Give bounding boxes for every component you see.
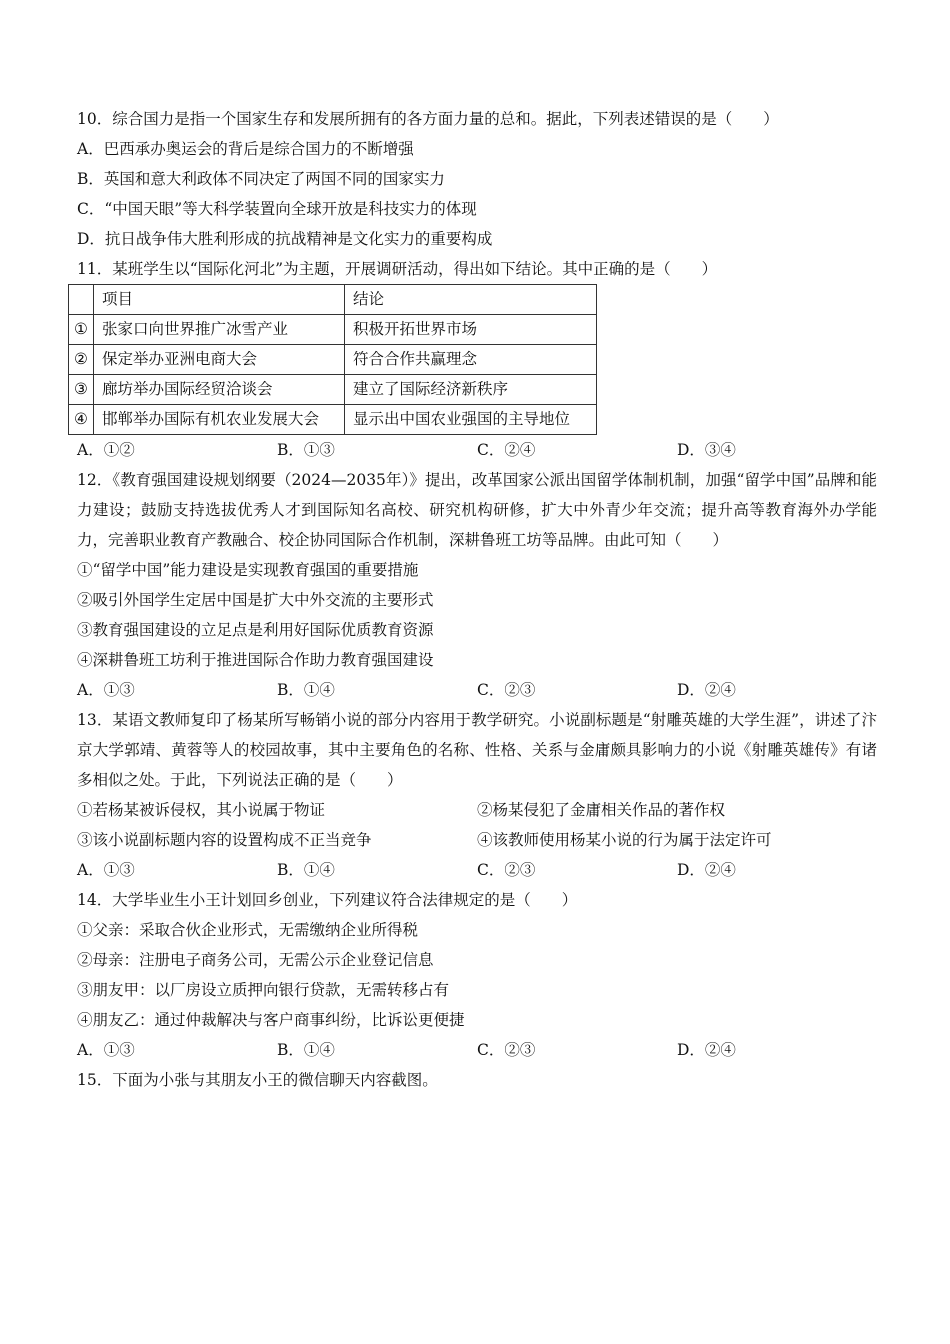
choice-c: C．②③ xyxy=(477,861,536,879)
table-row xyxy=(69,345,597,375)
statement-2: ②杨某侵犯了金庸相关作品的著作权 xyxy=(477,801,726,819)
table-cell: ③ xyxy=(69,375,94,405)
table-header-cell: 项目 xyxy=(94,285,345,315)
statement-2: ②吸引外国学生定居中国是扩大中外交流的主要形式 xyxy=(77,591,434,609)
table-cell: 符合合作共赢理念 xyxy=(345,345,597,375)
statement-row xyxy=(77,795,877,825)
table-cell: 显示出中国农业强国的主导地位 xyxy=(345,405,597,435)
choice-d: D．②④ xyxy=(677,861,736,879)
question-14 xyxy=(77,885,877,1065)
answer-choices xyxy=(77,855,877,885)
statement-1: ①“留学中国”能力建设是实现教育强国的重要措施 xyxy=(77,561,419,579)
statement-1: ①父亲：采取合伙企业形式，无需缴纳企业所得税 xyxy=(77,921,419,939)
statement-4: ④朋友乙：通过仲裁解决与客户商事纠纷，比诉讼更便捷 xyxy=(77,1011,465,1029)
question-stem: 13．某语文教师复印了杨某所写畅销小说的部分内容用于教学研究。小说副标题是“射雕英雄的大学生涯”，讲述了汴京大学郭靖、黄蓉等人的校园故事，其中主要角色的名称、性格、关系与金庸颇具影响力的小说《射雕英雄传》有诸多相似之处。于此，下列说法正确的是（ ） xyxy=(77,711,877,789)
table-header-cell xyxy=(69,285,94,315)
option-d: D．抗日战争伟大胜利形成的抗战精神是文化实力的重要构成 xyxy=(77,230,493,248)
statement-row xyxy=(77,825,877,855)
choice-d: D．②④ xyxy=(677,1041,736,1059)
choice-a: A．①③ xyxy=(77,681,135,699)
table-cell: ② xyxy=(69,345,94,375)
statement-4: ④该教师使用杨某小说的行为属于法定许可 xyxy=(477,831,772,849)
table-row xyxy=(69,375,597,405)
choice-a: A．①③ xyxy=(77,861,135,879)
question-11 xyxy=(74,254,877,465)
choice-c: C．②③ xyxy=(477,681,536,699)
option-b: B．英国和意大利政体不同决定了两国不同的国家实力 xyxy=(77,170,445,188)
exam-page xyxy=(74,104,877,1095)
choice-c: C．②④ xyxy=(477,441,536,459)
survey-table xyxy=(68,284,597,435)
choice-b: B．①④ xyxy=(277,861,335,879)
question-stem: 11．某班学生以“国际化河北”为主题，开展调研活动，得出如下结论。其中正确的是（ ） xyxy=(77,260,718,278)
statement-3: ③该小说副标题内容的设置构成不正当竞争 xyxy=(77,831,372,849)
choice-b: B．①③ xyxy=(277,441,335,459)
statement-1: ①若杨某被诉侵权，其小说属于物证 xyxy=(77,801,326,819)
question-stem: 10．综合国力是指一个国家生存和发展所拥有的各方面力量的总和。据此，下列表述错误的是（ ） xyxy=(77,110,779,128)
table-cell: ① xyxy=(69,315,94,345)
question-stem: 12．《教育强国建设规划纲要（2024—2035年）》提出，改革国家公派出国留学体制机制，加强“留学中国”品牌和能力建设；鼓励支持选拔优秀人才到国际知名高校、研究机构研修，扩大中外青少年交流；提升高等教育海外办学能力，完善职业教育产教融合、校企协同国际合作机制，深耕鲁班工坊等品牌。由此可知（ ） xyxy=(77,471,877,549)
question-stem: 14．大学毕业生小王计划回乡创业，下列建议符合法律规定的是（ ） xyxy=(77,891,578,909)
question-10 xyxy=(77,104,877,254)
statement-3: ③朋友甲：以厂房设立质押向银行贷款，无需转移占有 xyxy=(77,981,450,999)
table-cell: 邯郸举办国际有机农业发展大会 xyxy=(94,405,345,435)
choice-b: B．①④ xyxy=(277,681,335,699)
choice-b: B．①④ xyxy=(277,1041,335,1059)
choice-d: D．②④ xyxy=(677,681,736,699)
question-stem: 15．下面为小张与其朋友小王的微信聊天内容截图。 xyxy=(77,1071,438,1089)
table-cell: ④ xyxy=(69,405,94,435)
table-cell: 积极开拓世界市场 xyxy=(345,315,597,345)
choice-c: C．②③ xyxy=(477,1041,536,1059)
choice-a: A．①③ xyxy=(77,1041,135,1059)
question-15 xyxy=(77,1065,877,1095)
choice-d: D．③④ xyxy=(677,441,736,459)
table-cell: 保定举办亚洲电商大会 xyxy=(94,345,345,375)
question-12 xyxy=(77,465,877,705)
statement-2: ②母亲：注册电子商务公司，无需公示企业登记信息 xyxy=(77,951,434,969)
table-cell: 张家口向世界推广冰雪产业 xyxy=(94,315,345,345)
option-a: A．巴西承办奥运会的背后是综合国力的不断增强 xyxy=(77,140,414,158)
question-13 xyxy=(77,705,877,885)
answer-choices xyxy=(77,675,877,705)
answer-choices xyxy=(77,1035,877,1065)
table-cell: 廊坊举办国际经贸洽谈会 xyxy=(94,375,345,405)
choice-a: A．①② xyxy=(77,441,135,459)
table-cell: 建立了国际经济新秩序 xyxy=(345,375,597,405)
table-row xyxy=(69,315,597,345)
option-c: C．“中国天眼”等大科学装置向全球开放是科技实力的体现 xyxy=(77,200,477,218)
answer-choices xyxy=(77,435,877,465)
table-row xyxy=(69,405,597,435)
statement-3: ③教育强国建设的立足点是利用好国际优质教育资源 xyxy=(77,621,434,639)
table-header-cell: 结论 xyxy=(345,285,597,315)
table-header-row xyxy=(69,285,597,315)
statement-4: ④深耕鲁班工坊利于推进国际合作助力教育强国建设 xyxy=(77,651,434,669)
